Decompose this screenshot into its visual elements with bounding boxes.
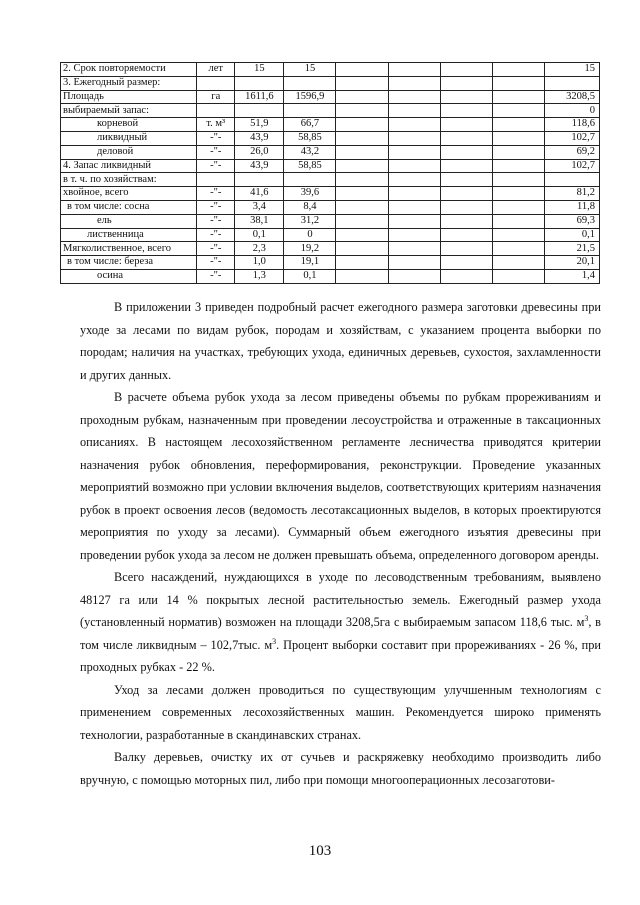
empty-cell xyxy=(440,256,492,270)
empty-cell xyxy=(388,159,440,173)
empty-cell xyxy=(336,131,388,145)
empty-cell xyxy=(492,187,544,201)
empty-cell xyxy=(388,145,440,159)
total-cell: 20,1 xyxy=(544,256,599,270)
empty-cell xyxy=(440,90,492,104)
total-cell xyxy=(544,76,599,90)
table-row xyxy=(61,104,600,118)
value-cell: 0,1 xyxy=(284,269,336,283)
empty-cell xyxy=(440,242,492,256)
empty-cell xyxy=(336,104,388,118)
table-row xyxy=(61,242,600,256)
paragraph-3-part-a: Всего насаждений, нуждающихся в уходе по лесоводственным требованиям, выявлено 48127 га или 14 % покрытых лесной растительностью земель. Ежегодный размер ухода (установленный норматив) возможен на площади 3208,5га с выбираемым запасом 118,6 тыс. м xyxy=(80,570,601,629)
row-label-cell: хвойное, всего xyxy=(61,187,197,201)
empty-cell xyxy=(492,200,544,214)
value-cell: 39,6 xyxy=(284,187,336,201)
value-cell: 8,4 xyxy=(284,200,336,214)
value-cell xyxy=(284,173,336,187)
table-row xyxy=(61,269,600,283)
unit-cell: -"- xyxy=(197,228,235,242)
empty-cell xyxy=(440,269,492,283)
empty-cell xyxy=(388,228,440,242)
paragraph-3 xyxy=(80,566,601,679)
value-cell: 43,9 xyxy=(235,159,284,173)
empty-cell xyxy=(388,242,440,256)
empty-cell xyxy=(336,145,388,159)
table-body xyxy=(61,63,600,284)
total-cell: 3208,5 xyxy=(544,90,599,104)
table-row xyxy=(61,118,600,132)
empty-cell xyxy=(440,228,492,242)
value-cell: 19,2 xyxy=(284,242,336,256)
value-cell: 43,9 xyxy=(235,131,284,145)
empty-cell xyxy=(492,118,544,132)
row-label-cell: 2. Срок повторяемости xyxy=(61,63,197,77)
unit-cell: -"- xyxy=(197,131,235,145)
empty-cell xyxy=(336,118,388,132)
empty-cell xyxy=(492,159,544,173)
empty-cell xyxy=(440,118,492,132)
empty-cell xyxy=(440,104,492,118)
value-cell: 15 xyxy=(235,63,284,77)
table-row xyxy=(61,173,600,187)
total-cell: 69,3 xyxy=(544,214,599,228)
value-cell: 15 xyxy=(284,63,336,77)
table-row xyxy=(61,145,600,159)
empty-cell xyxy=(336,228,388,242)
value-cell: 51,9 xyxy=(235,118,284,132)
empty-cell xyxy=(440,187,492,201)
table-row xyxy=(61,214,600,228)
total-cell: 15 xyxy=(544,63,599,77)
value-cell xyxy=(284,76,336,90)
page-number: 103 xyxy=(308,843,332,859)
empty-cell xyxy=(388,90,440,104)
value-cell: 0 xyxy=(284,228,336,242)
empty-cell xyxy=(336,159,388,173)
table-row xyxy=(61,200,600,214)
forest-care-table xyxy=(60,62,600,284)
empty-cell xyxy=(440,145,492,159)
empty-cell xyxy=(388,131,440,145)
empty-cell xyxy=(492,256,544,270)
superscript-3: 3 xyxy=(272,636,277,646)
row-label-cell: Мягколиственное, всего xyxy=(61,242,197,256)
value-cell: 58,85 xyxy=(284,131,336,145)
value-cell xyxy=(235,173,284,187)
unit-cell: -"- xyxy=(197,242,235,256)
empty-cell xyxy=(336,242,388,256)
unit-cell: -"- xyxy=(197,269,235,283)
row-label-cell: осина xyxy=(61,269,197,283)
empty-cell xyxy=(492,63,544,77)
empty-cell xyxy=(336,269,388,283)
table-row xyxy=(61,76,600,90)
row-label-cell: в т. ч. по хозяйствам: xyxy=(61,173,197,187)
empty-cell xyxy=(336,63,388,77)
empty-cell xyxy=(440,173,492,187)
value-cell: 3,4 xyxy=(235,200,284,214)
total-cell: 1,4 xyxy=(544,269,599,283)
empty-cell xyxy=(492,269,544,283)
paragraph-3-part-b: , в том числе ликвидным – 102,7тыс. м xyxy=(80,615,601,652)
empty-cell xyxy=(492,173,544,187)
empty-cell xyxy=(492,214,544,228)
empty-cell xyxy=(388,173,440,187)
table-row xyxy=(61,159,600,173)
unit-cell: лет xyxy=(197,63,235,77)
unit-cell: -"- xyxy=(197,256,235,270)
total-cell: 11,8 xyxy=(544,200,599,214)
value-cell xyxy=(284,104,336,118)
total-cell xyxy=(544,173,599,187)
row-label-cell: корневой xyxy=(61,118,197,132)
value-cell: 1611,6 xyxy=(235,90,284,104)
empty-cell xyxy=(492,228,544,242)
value-cell: 1,3 xyxy=(235,269,284,283)
row-label-cell: в том числе: береза xyxy=(61,256,197,270)
empty-cell xyxy=(492,242,544,256)
row-label-cell: ликвидный xyxy=(61,131,197,145)
row-label-cell: 3. Ежегодный размер: xyxy=(61,76,197,90)
value-cell: 43,2 xyxy=(284,145,336,159)
total-cell: 0,1 xyxy=(544,228,599,242)
empty-cell xyxy=(388,104,440,118)
total-cell: 69,2 xyxy=(544,145,599,159)
total-cell: 102,7 xyxy=(544,131,599,145)
unit-cell: -"- xyxy=(197,200,235,214)
empty-cell xyxy=(440,214,492,228)
value-cell: 1596,9 xyxy=(284,90,336,104)
total-cell: 118,6 xyxy=(544,118,599,132)
unit-cell: -"- xyxy=(197,214,235,228)
value-cell xyxy=(235,76,284,90)
row-label-cell: в том числе: сосна xyxy=(61,200,197,214)
row-label-cell: 4. Запас ликвидный xyxy=(61,159,197,173)
superscript-3: 3 xyxy=(584,613,589,623)
empty-cell xyxy=(492,90,544,104)
table-row xyxy=(61,90,600,104)
table-row xyxy=(61,187,600,201)
row-label-cell: Площадь xyxy=(61,90,197,104)
empty-cell xyxy=(388,187,440,201)
empty-cell xyxy=(336,76,388,90)
unit-cell xyxy=(197,173,235,187)
paragraph-3-part-c: . Процент выборки составит при прореживаниях - 26 %, при проходных рубках - 22 %. xyxy=(80,637,601,674)
row-label-cell: ель xyxy=(61,214,197,228)
value-cell: 41,6 xyxy=(235,187,284,201)
empty-cell xyxy=(336,90,388,104)
empty-cell xyxy=(440,131,492,145)
value-cell: 19,1 xyxy=(284,256,336,270)
empty-cell xyxy=(336,214,388,228)
table-row xyxy=(61,228,600,242)
paragraph-5: Валку деревьев, очистку их от сучьев и раскряжевку необходимо производить либо вручную, с помощью моторных пил, либо при помощи многооперационных лесозаготови- xyxy=(80,750,601,787)
empty-cell xyxy=(440,76,492,90)
empty-cell xyxy=(492,145,544,159)
unit-cell: -"- xyxy=(197,187,235,201)
empty-cell xyxy=(388,269,440,283)
empty-cell xyxy=(492,104,544,118)
unit-cell xyxy=(197,76,235,90)
value-cell: 31,2 xyxy=(284,214,336,228)
empty-cell xyxy=(388,256,440,270)
unit-cell: -"- xyxy=(197,145,235,159)
empty-cell xyxy=(492,76,544,90)
total-cell: 102,7 xyxy=(544,159,599,173)
unit-cell: га xyxy=(197,90,235,104)
unit-cell xyxy=(197,104,235,118)
table-row xyxy=(61,131,600,145)
empty-cell xyxy=(440,63,492,77)
value-cell: 0,1 xyxy=(235,228,284,242)
table-row xyxy=(61,63,600,77)
value-cell: 26,0 xyxy=(235,145,284,159)
body-text xyxy=(80,296,601,791)
total-cell: 81,2 xyxy=(544,187,599,201)
paragraph-2: В расчете объема рубок ухода за лесом приведены объемы по рубкам прореживаниям и проходным рубкам, назначенным при проведении лесоустройства и отраженные в таксационных описаниях. В настоящем лесохозяйственном регламенте лесничества приводятся критерии назначения рубок обновления, переформирования, реконструкции. Проведение указанных мероприятий возможно при условии включения выделов, соответствующих критериям назначения рубок в проект освоения лесов (ведомость лесотаксационных выделов, в которых проектируются мероприятия по уходу за лесами). Суммарный объем ежегодного изъятия древесины при проведении рубок ухода за лесом не должен превышать объема, определенного договором аренды. xyxy=(80,390,601,562)
unit-cell: т. м³ xyxy=(197,118,235,132)
row-label-cell: деловой xyxy=(61,145,197,159)
empty-cell xyxy=(388,76,440,90)
empty-cell xyxy=(388,214,440,228)
unit-cell: -"- xyxy=(197,159,235,173)
empty-cell xyxy=(440,200,492,214)
empty-cell xyxy=(336,200,388,214)
value-cell: 38,1 xyxy=(235,214,284,228)
empty-cell xyxy=(388,63,440,77)
value-cell xyxy=(235,104,284,118)
empty-cell xyxy=(440,159,492,173)
table-row xyxy=(61,256,600,270)
empty-cell xyxy=(336,173,388,187)
value-cell: 58,85 xyxy=(284,159,336,173)
empty-cell xyxy=(388,200,440,214)
empty-cell xyxy=(336,256,388,270)
paragraph-4: Уход за лесами должен проводиться по существующим улучшенным технологиям с применением современных лесохозяйственных машин. Рекомендуется широко применять технологии, разработанные в скандинавских странах. xyxy=(80,682,601,742)
value-cell: 2,3 xyxy=(235,242,284,256)
paragraph-1: В приложении 3 приведен подробный расчет ежегодного размера заготовки древесины при уходе за лесами по видам рубок, породам и хозяйствам, с указанием процента выборки по породам; наличия на участках, требующих ухода, единичных деревьев, сухостоя, захламленности и других данных. xyxy=(80,300,601,382)
empty-cell xyxy=(492,131,544,145)
total-cell: 21,5 xyxy=(544,242,599,256)
value-cell: 66,7 xyxy=(284,118,336,132)
empty-cell xyxy=(336,187,388,201)
total-cell: 0 xyxy=(544,104,599,118)
empty-cell xyxy=(388,118,440,132)
value-cell: 1,0 xyxy=(235,256,284,270)
row-label-cell: лиственница xyxy=(61,228,197,242)
row-label-cell: выбираемый запас: xyxy=(61,104,197,118)
